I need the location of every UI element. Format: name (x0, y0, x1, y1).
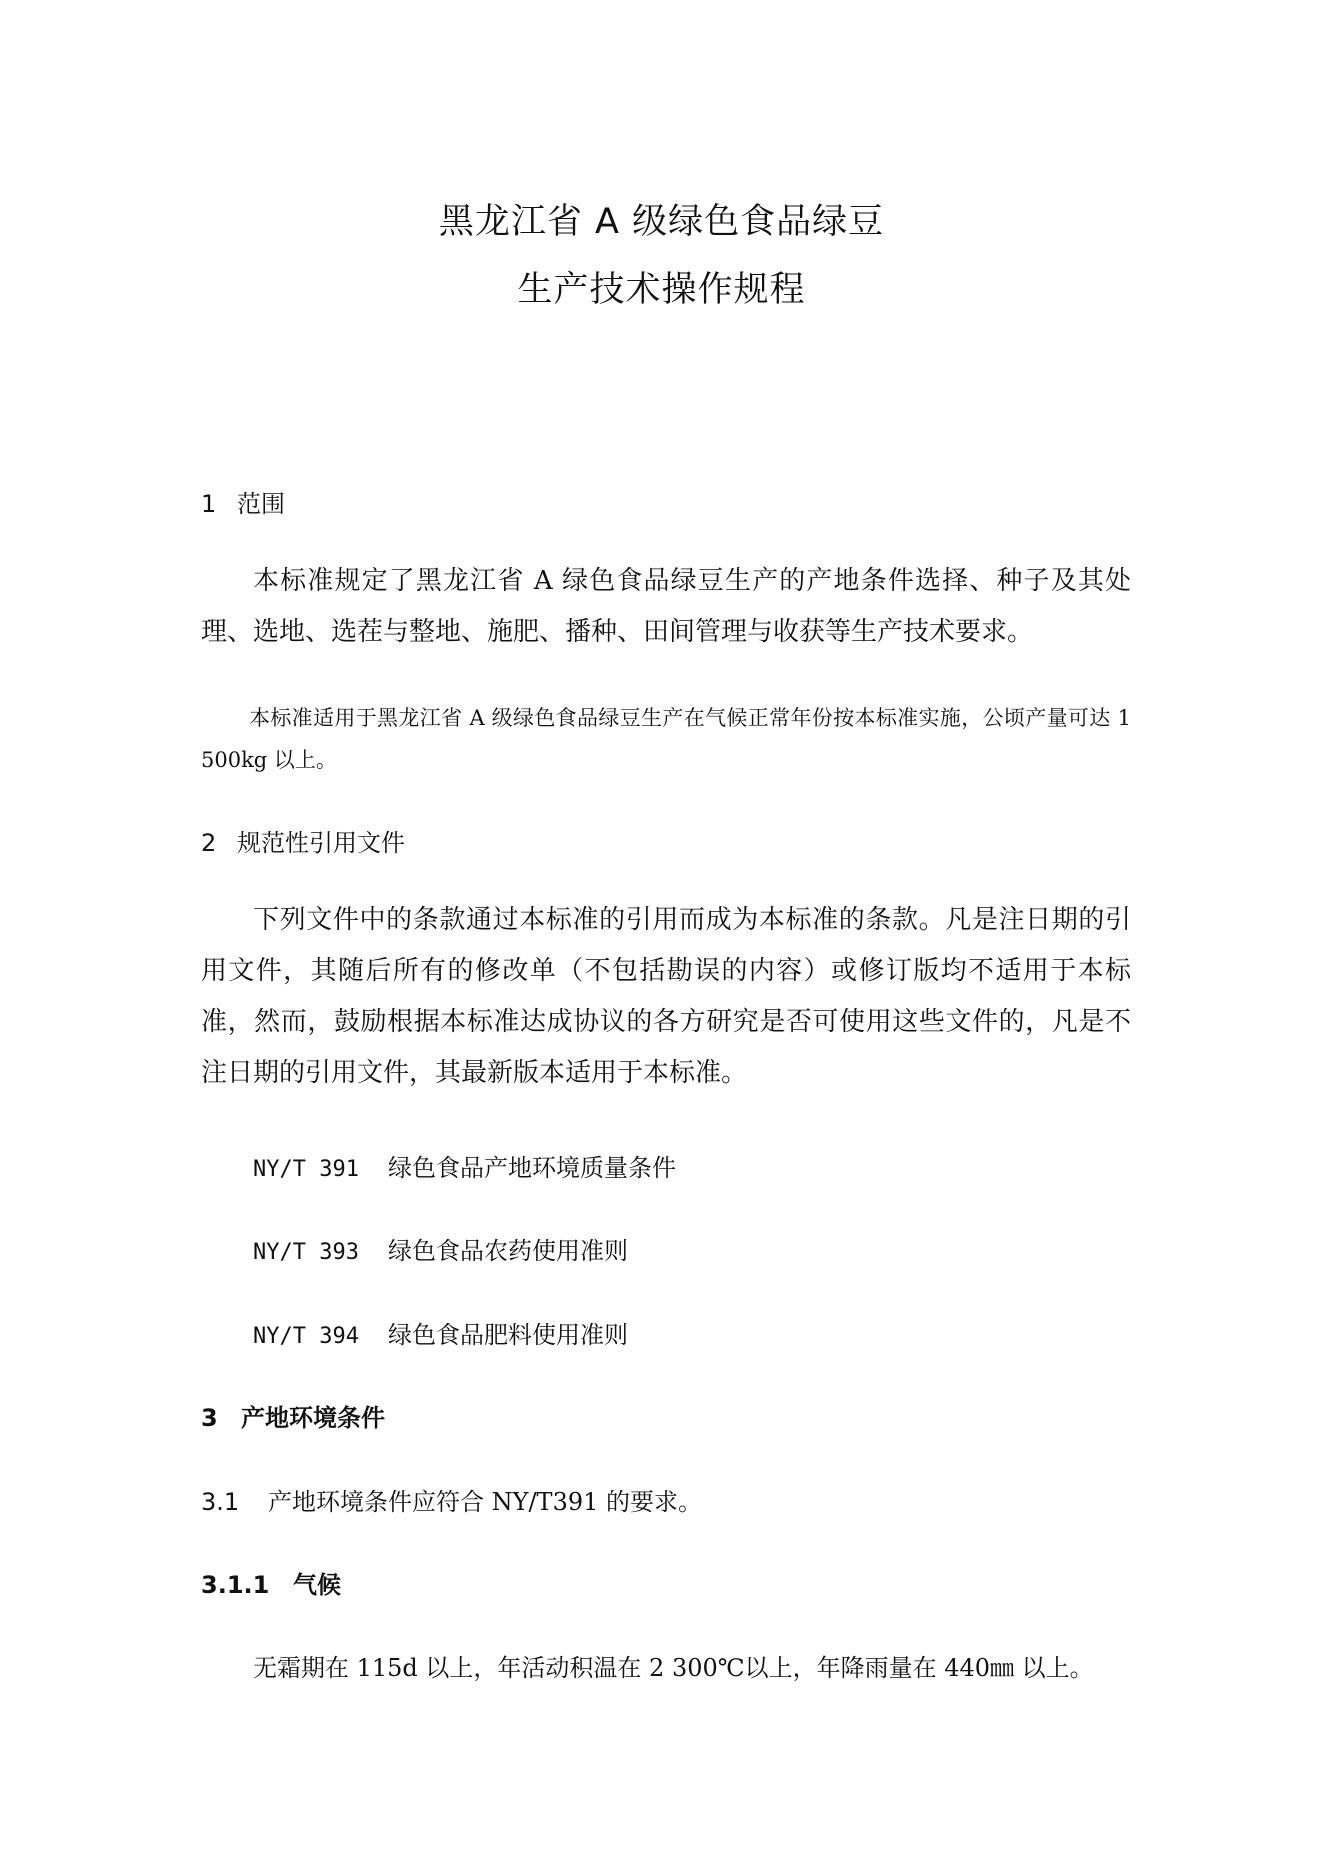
section-title: 规范性引用文件 (237, 829, 405, 857)
section-number: 2 (201, 829, 217, 857)
section-title: 产地环境条件 (241, 1404, 385, 1432)
section-title: 范围 (237, 490, 285, 518)
section-3-1-1-text: 无霜期在 115d 以上，年活动积温在 2 300℃以上，年降雨量在 440㎜ 以上。 (253, 1654, 1094, 1682)
reference-name: 绿色食品农药使用准则 (388, 1237, 628, 1265)
reference-code: NY/T 391 (253, 1157, 359, 1182)
reference-code: NY/T 393 (253, 1240, 359, 1265)
reference-item (253, 1231, 628, 1266)
clause-number: 3.1 (201, 1488, 240, 1516)
clause-title: 气候 (293, 1571, 341, 1599)
section-1-paragraph-2: 本标准适用于黑龙江省 A 级绿色食品绿豆生产在气候正常年份按本标准实施，公顷产量可达 1 500kg 以上。 (201, 706, 1131, 772)
section-number: 3 (201, 1404, 218, 1432)
reference-name: 绿色食品产地环境质量条件 (388, 1154, 676, 1182)
section-2-heading (201, 823, 405, 858)
section-1-paragraph-1: 本标准规定了黑龙江省 A 绿色食品绿豆生产的产地条件选择、种子及其处理、选地、选茬与整地、施肥、播种、田间管理与收获等生产技术要求。 (201, 566, 1131, 647)
reference-item (253, 1315, 628, 1350)
section-number: 1 (201, 490, 217, 518)
reference-item (253, 1148, 676, 1183)
clause-number: 3.1.1 (201, 1571, 270, 1599)
reference-name: 绿色食品肥料使用准则 (388, 1321, 628, 1349)
section-3-heading (201, 1398, 385, 1433)
section-3-1-clause (201, 1482, 702, 1517)
document-title-line1: 黑龙江省 A 级绿色食品绿豆 (438, 202, 885, 242)
document-title-line2: 生产技术操作规程 (517, 270, 806, 310)
section-1-heading (201, 484, 285, 519)
section-2-paragraph: 下列文件中的条款通过本标准的引用而成为本标准的条款。凡是注日期的引用文件，其随后所有的修改单（不包括勘误的内容）或修订版均不适用于本标准，然而，鼓励根据本标准达成协议的各方研究是否可使用这些文件的，凡是不注日期的引用文件，其最新版本适用于本标准。 (201, 905, 1131, 1088)
section-3-1-1-heading (201, 1565, 341, 1600)
reference-code: NY/T 394 (253, 1324, 359, 1349)
clause-text: 产地环境条件应符合 NY/T391 的要求。 (268, 1488, 703, 1516)
